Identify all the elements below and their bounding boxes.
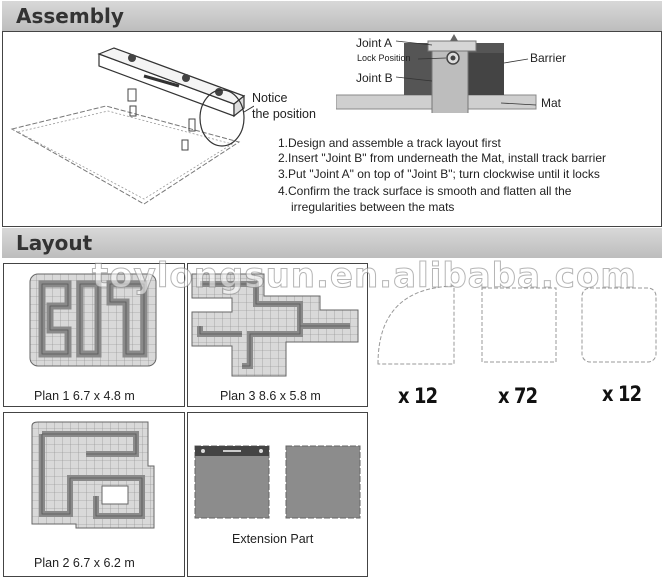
plan2-track-layout — [30, 420, 156, 532]
watermark: toylongsun.en.alibaba.com — [92, 256, 637, 296]
assembly-step-4: 4.Confirm the track surface is smooth and flatten all the — [278, 184, 572, 198]
assembly-step-2: 2.Insert "Joint B" from underneath the Mat, install track barrier — [278, 151, 606, 165]
assembly-step-1: 1.Design and assemble a track layout first — [278, 136, 501, 150]
extension-mat-plain — [284, 442, 362, 520]
lock-position-label: Lock Position — [357, 53, 411, 63]
assembly-header-bar — [2, 1, 662, 31]
corner-tile-icon — [376, 284, 458, 366]
assembly-step-4-continued: irregularities between the mats — [291, 200, 455, 214]
barrier-label: Barrier — [530, 51, 567, 65]
center-tile-count: x 72 — [498, 384, 538, 408]
assembly-step-3: 3.Put "Joint A" on top of "Joint B"; turn clockwise until it locks — [278, 167, 600, 181]
mat-barrier-illustration — [4, 34, 254, 209]
extension-caption: Extension Part — [232, 532, 314, 546]
center-tile-icon — [478, 284, 560, 366]
edge-tile-icon — [578, 284, 660, 366]
edge-tile-count: x 12 — [602, 382, 642, 406]
joint-a-label: Joint A — [356, 36, 393, 50]
assembly-title: Assembly — [16, 4, 124, 28]
extension-mat-with-barrier — [193, 442, 271, 520]
notice-label-line1: Notice — [252, 91, 288, 105]
mat-label: Mat — [541, 96, 562, 110]
layout-header-bar — [2, 228, 662, 258]
joint-b-label: Joint B — [356, 71, 393, 85]
corner-tile-count: x 12 — [398, 384, 438, 408]
plan2-caption: Plan 2 6.7 x 6.2 m — [34, 556, 135, 570]
layout-title: Layout — [16, 231, 93, 255]
plan1-caption: Plan 1 6.7 x 4.8 m — [34, 389, 135, 403]
notice-label-line2: the position — [252, 107, 316, 121]
plan3-caption: Plan 3 8.6 x 5.8 m — [220, 389, 321, 403]
